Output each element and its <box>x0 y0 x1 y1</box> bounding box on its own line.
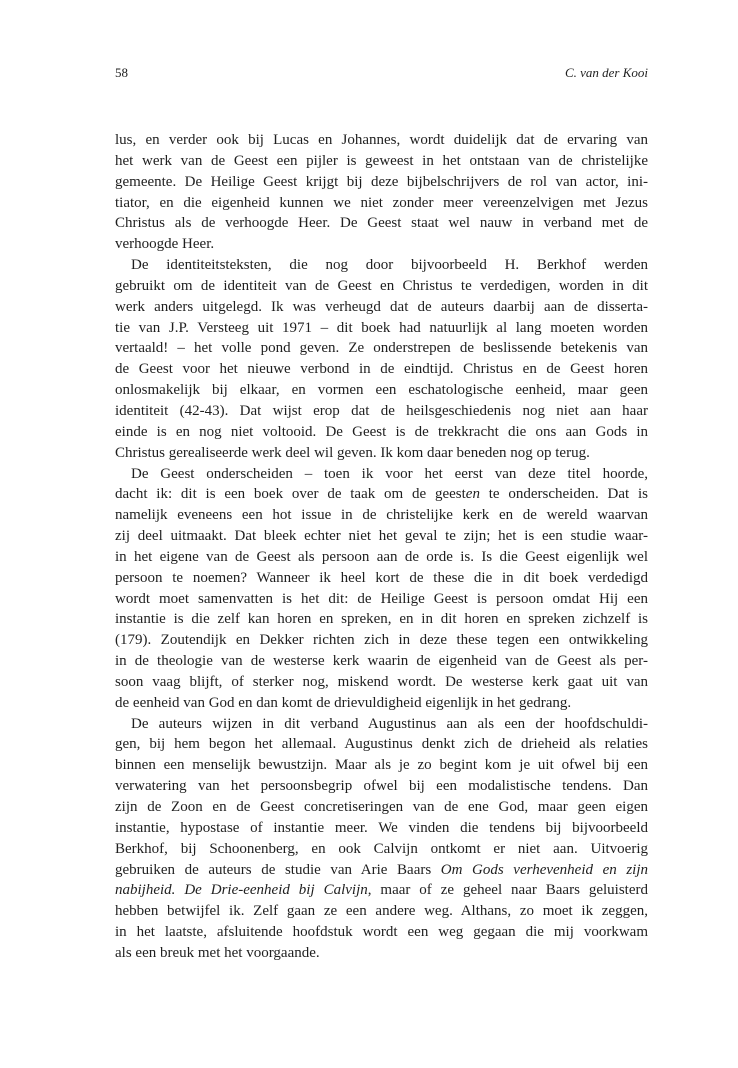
text-line: soon vaag blijft, of sterker nog, miskend wordt. De westerse kerk gaat uit van <box>115 673 648 690</box>
text-line: instantie is die zelf kan horen en spreken, en in dit horen en spreken zichzelf is <box>115 611 648 628</box>
italic-text: en <box>465 486 480 503</box>
text-line <box>115 484 648 505</box>
text-line <box>115 860 648 881</box>
text-line: de eenheid van God en dan komt de drievuldigheid eigenlijk in het gedrang. <box>115 694 572 711</box>
text-line: gebruikt om de identiteit van de Geest en Christus te verdedigen, worden in dit <box>115 277 648 294</box>
text-line: De identiteitsteksten, die nog door bijvoorbeeld H. Berkhof werden <box>131 257 648 274</box>
text-segment: dacht ik: dit is een boek over de taak om de gee <box>115 486 456 503</box>
text-line <box>115 880 648 901</box>
text-line: namelijk eveneens een hot issue in de christelijke kerk en de wereld waarvan <box>115 507 648 524</box>
text-line: Berkhof, bij Schoonenberg, en ook Calvijn ontkomt er niet aan. Uitvoerig <box>115 840 648 857</box>
text-line: einde is en nog niet voltooid. De Geest is de trekkracht die ons aan Gods in <box>115 423 648 440</box>
text-segment: te onderscheiden. Dat is <box>479 486 648 503</box>
text-line: in de theologie van de westerse kerk waarin de eigenheid van de Geest als per- <box>115 653 648 670</box>
text-line: De auteurs wijzen in dit verband Augustinus aan als een der hoofdschuldi- <box>131 715 648 732</box>
paragraph <box>115 255 648 463</box>
text-line: hebben betwijfel ik. Zelf gaan ze een andere weg. Althans, zo moet ik zeggen, <box>115 903 648 920</box>
text-line: in het eigene van de Geest als persoon aan de orde is. Is die Geest eigenlijk wel <box>115 548 648 565</box>
text-line: binnen een menselijk bewustzijn. Maar als je zo begint kom je uit ofwel bij een <box>115 757 648 774</box>
text-line: onlosmakelijk bij elkaar, en vormen een eschatologische eenheid, maar geen <box>115 382 648 399</box>
text-line: zij deel uitmaakt. Dat bleek echter niet het geval te zijn; het is een studie waar- <box>115 528 648 545</box>
text-line: Christus gerealiseerde werk deel wil geven. Ik kom daar beneden nog op terug. <box>115 444 590 461</box>
text-segment: , maar of ze geheel naar Baars geluisterd <box>367 882 648 899</box>
text-line: lus, en verder ook bij Lucas en Johannes, wordt duidelijk dat de ervaring van <box>115 132 648 148</box>
page-header <box>115 63 648 83</box>
text-line: Christus als de verhoogde Heer. De Geest staat wel nauw in verband met de <box>115 215 648 232</box>
text-line: persoon te noemen? Wanneer ik heel kort de these die in dit boek verdedigd <box>115 569 648 586</box>
paragraph <box>115 714 648 964</box>
text-line: zijn de Zoon en de Geest concretiseringen van de ene God, maar geen eigen <box>115 799 648 815</box>
text-segment: gebruiken de auteurs de studie van Arie Baars <box>115 861 441 878</box>
text-line: (179). Zoutendijk en Dekker richten zich in deze these tegen een ontwikkeling <box>115 632 648 649</box>
text-line: tiator, en die eigenheid kunnen we niet zonder meer vereenzelvigen met Jezus <box>115 194 648 211</box>
text-line: tie van J.P. Versteeg uit 1971 – dit boek had natuurlijk al lang moeten worden <box>115 319 648 336</box>
page-number: 58 <box>115 65 128 80</box>
text-line: de Geest voor het nieuwe verbond in de eindtijd. Christus en de Geest horen <box>115 361 648 378</box>
text-line: instantie, hypostase of instantie meer. We vinden die tendens bij bijvoorbeeld <box>115 819 648 836</box>
text-line: verhoogde Heer. <box>115 236 215 253</box>
text-line: gemeente. De Heilige Geest krijgt bij deze bijbelschrijvers de rol van actor, ini- <box>115 173 648 190</box>
text-line: verwatering van het persoonsbegrip ofwel bij een modalistische tendens. Dan <box>115 778 648 795</box>
text-line: gen, bij hem begon het allemaal. Augustinus denkt zich de drieheid als relaties <box>115 736 648 753</box>
text-line: De Geest onderscheiden – toen ik voor het eerst van deze titel hoorde, <box>131 465 648 482</box>
text-line: wordt moet samenvatten is het dit: de Heilige Geest is persoon omdat Hij een <box>115 590 648 607</box>
body-text <box>115 130 648 964</box>
text-line: als een breuk met het voorgaande. <box>115 944 320 961</box>
text-line: werk anders uitgelegd. Ik was verheugd dat de auteurs daarbij aan de disserta- <box>115 298 648 315</box>
text-line: in het laatste, afsluitende hoofdstuk wordt een weg gegaan die mij voorkwam <box>115 924 648 941</box>
italic-text: Om Gods verhevenheid en zijn <box>440 861 648 878</box>
text-line: identiteit (42-43). Dat wijst erop dat de heilsgeschiedenis nog niet aan haar <box>115 402 648 419</box>
running-head: C. van der Kooi <box>564 65 648 80</box>
italic-text: nabijheid. De Drie-eenheid bij Calvijn <box>115 882 368 899</box>
paragraph <box>115 464 648 714</box>
text-line: vertaald! – het volle pond geven. Ze onderstrepen de beslissende betekenis van <box>115 340 648 357</box>
text-segment: st <box>455 486 466 503</box>
paragraph <box>115 130 648 255</box>
text-line: het werk van de Geest een pijler is geweest in het ontstaan van de christelijke <box>115 152 648 169</box>
